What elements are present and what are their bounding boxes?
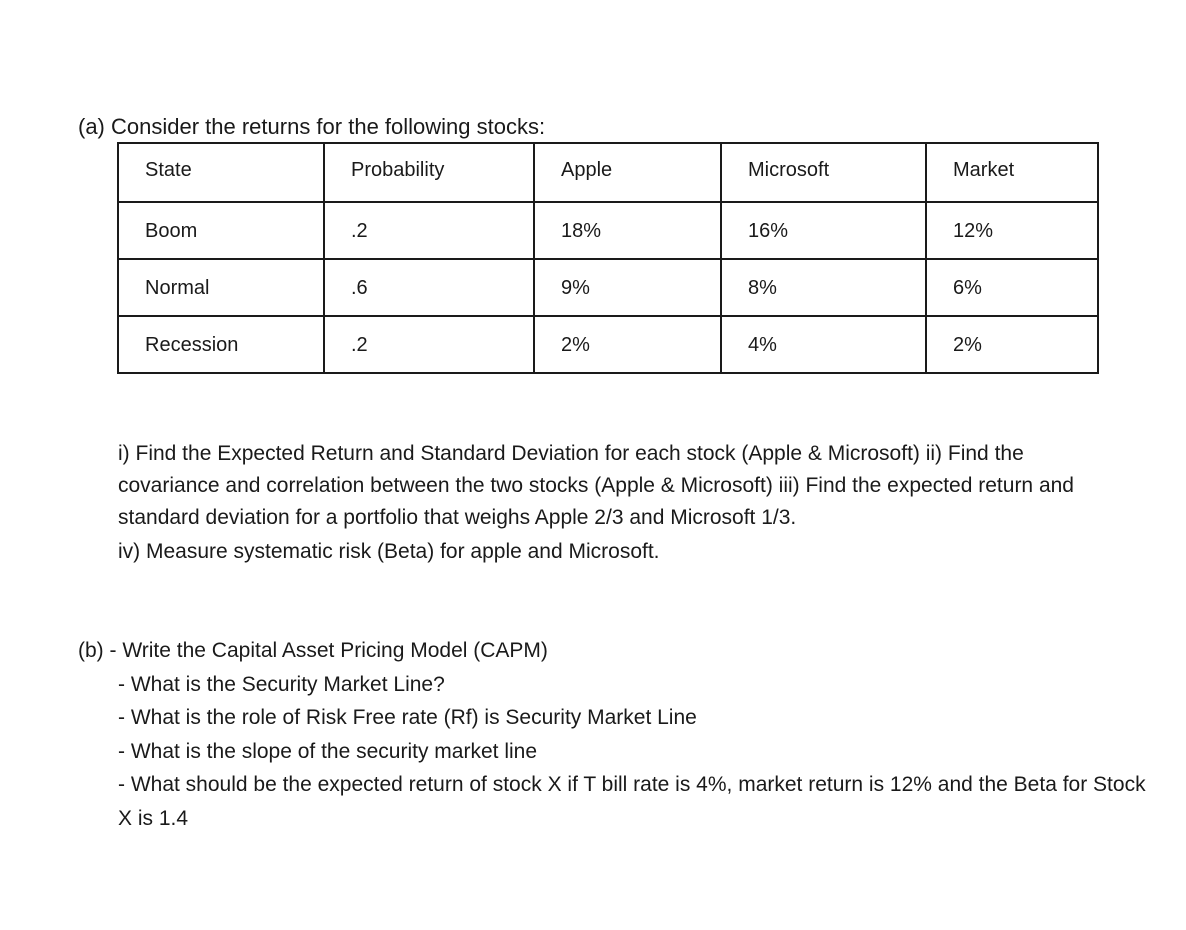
part-b-item: - What is the role of Risk Free rate (Rf) is Security Market Line: [118, 706, 697, 729]
header-microsoft: Microsoft: [721, 143, 926, 202]
part-b-heading: (b) - Write the Capital Asset Pricing Model (CAPM): [78, 639, 548, 662]
cell-probability: .6: [324, 259, 534, 316]
question-iv: iv) Measure systematic risk (Beta) for apple and Microsoft.: [118, 540, 660, 563]
cell-market: 2%: [926, 316, 1098, 373]
cell-state: Boom: [118, 202, 324, 259]
cell-state: Normal: [118, 259, 324, 316]
part-a-intro: (a) Consider the returns for the following stocks:: [78, 114, 546, 139]
cell-state: Recession: [118, 316, 324, 373]
header-apple: Apple: [534, 143, 721, 202]
cell-microsoft: 16%: [721, 202, 926, 259]
table-header-row: [118, 143, 1098, 202]
part-b-item: - What should be the expected return of stock X if T bill rate is 4%, market return is 12% and the Beta for Stock X is 1.4: [118, 773, 1146, 830]
table-row: [118, 259, 1098, 316]
part-b-item: - What is the slope of the security market line: [118, 739, 538, 763]
questions-i-to-iii: i) Find the Expected Return and Standard Deviation for each stock (Apple & Microsoft) ii) Find the covariance and correlation between the two stocks (Apple & Microsoft) iii) Find the expected return and standard deviation for a portfolio that weighs Apple 2/3 and Microsoft 1/3.: [118, 442, 1074, 529]
cell-market: 6%: [926, 259, 1098, 316]
cell-probability: .2: [324, 316, 534, 373]
table-row: [118, 316, 1098, 373]
cell-apple: 18%: [534, 202, 721, 259]
header-probability: Probability: [324, 143, 534, 202]
header-market: Market: [926, 143, 1098, 202]
part-a-questions: [118, 438, 1078, 568]
cell-microsoft: 4%: [721, 316, 926, 373]
cell-apple: 9%: [534, 259, 721, 316]
cell-probability: .2: [324, 202, 534, 259]
cell-microsoft: 8%: [721, 259, 926, 316]
part-b-item: - What is the Security Market Line?: [118, 672, 445, 696]
table-row: [118, 202, 1098, 259]
returns-table: [117, 142, 1099, 374]
part-b: [78, 634, 1148, 835]
header-state: State: [118, 143, 324, 202]
cell-apple: 2%: [534, 316, 721, 373]
cell-market: 12%: [926, 202, 1098, 259]
